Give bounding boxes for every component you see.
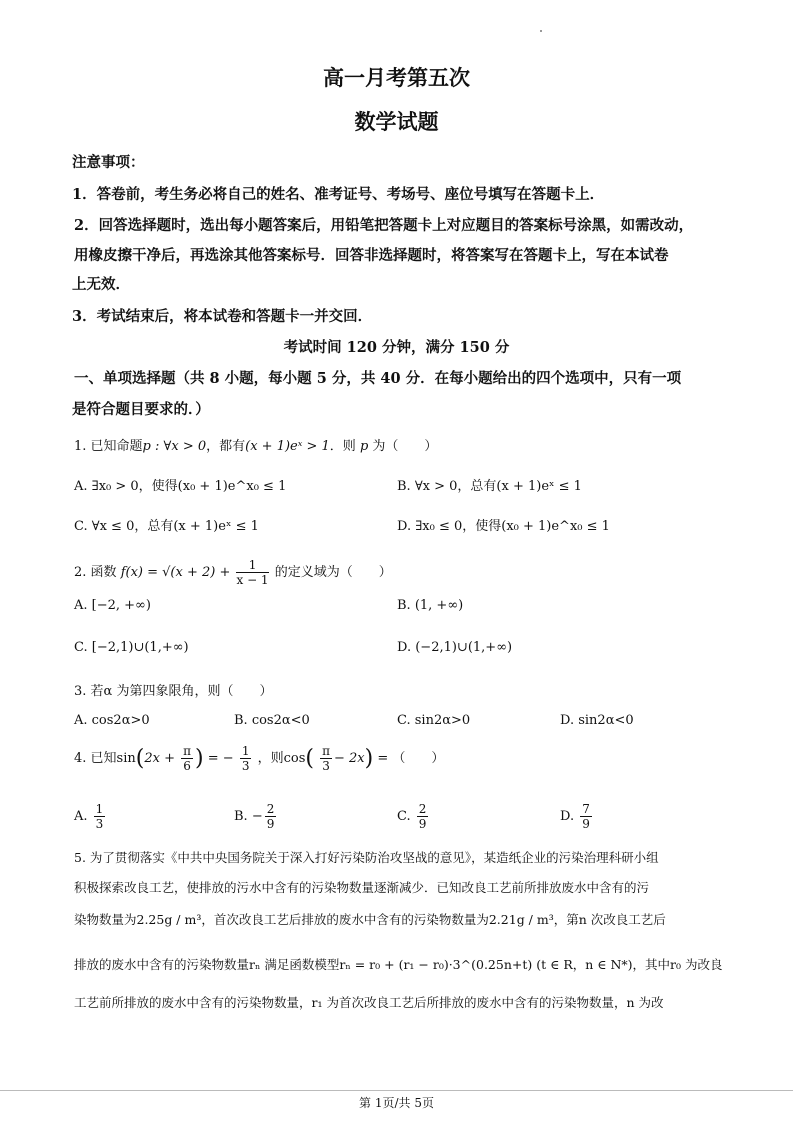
notice-item-1: 1．答卷前，考生务必将自己的姓名、准考证号、考场号、座位号填写在答题卡上． <box>72 186 605 203</box>
question-3-option-b: B. cos2α<0 <box>234 713 310 728</box>
question-5-line-3: 染物数量为2.25g / m³，首次改良工艺后排放的废水中含有的污染物数量为2.21g / m³，第n 次改良工艺后 <box>74 912 666 927</box>
question-4-option-c: C. $\frac{2}{9}$ <box>397 802 427 831</box>
question-2-stem: 2. 函数 f(x) = √(x + 2) + $\frac{1}{x - 1}$ 的定义域为（ ） <box>74 558 392 587</box>
section-1-line-1: 一、单项选择题（共 8 小题，每小题 5 分，共 40 分．在每小题给出的四个选项中，只有一项 <box>74 370 682 387</box>
question-3-option-a: A. cos2α>0 <box>74 713 150 728</box>
question-5-line-1: 5. 为了贯彻落实《中共中央国务院关于深入打好污染防治攻坚战的意见》，某造纸企业的污染治理科研小组 <box>74 850 659 865</box>
question-2-option-d: D. (−2,1)∪(1,+∞) <box>397 640 513 655</box>
question-1-stem: 1. 已知命题p : ∀x > 0，都有(x + 1)eˣ > 1．则 p 为（ ） <box>74 439 438 454</box>
page-number: 第 1页/共 5页 <box>359 1096 434 1110</box>
question-2-option-c: C. [−2,1)∪(1,+∞) <box>74 640 189 655</box>
question-4-stem: 4. 已知sin(2x + $\frac{\pi}{6}$ ) = − $\frac{1}{3}$ ，则cos( $\frac{\pi}{3}$ − 2x) = （ ） <box>74 744 445 773</box>
question-1-option-d: D. ∃x₀ ≤ 0，使得(x₀ + 1)e^x₀ ≤ 1 <box>397 519 610 534</box>
question-3-stem: 3. 若α 为第四象限角，则（ ） <box>74 684 273 699</box>
question-4-option-a: A. $\frac{1}{3}$ <box>74 802 104 831</box>
question-1-option-b: B. ∀x > 0，总有(x + 1)eˣ ≤ 1 <box>397 479 582 494</box>
notice-item-2-line-1: 2．回答选择题时，选出每小题答案后，用铅笔把答题卡上对应题目的答案标号涂黑，如需改动， <box>74 217 694 234</box>
question-5-line-4: 排放的废水中含有的污染物数量rₙ 满足函数模型rₙ = r₀ + (r₁ − r₀)·3^(0.25n+t) (t ∈ R，n ∈ N*)，其中r₀ 为改良 <box>74 957 723 972</box>
question-2-option-b: B. (1, +∞) <box>397 598 464 613</box>
question-4-option-b: B. − $\frac{2}{9}$ <box>234 802 275 831</box>
question-1-option-c: C. ∀x ≤ 0，总有(x + 1)eˣ ≤ 1 <box>74 519 259 534</box>
question-2-fraction: $\frac{1}{x - 1}$ <box>236 558 269 587</box>
notice-heading: 注意事项： <box>72 154 145 171</box>
exam-subtitle: 数学试题 <box>354 109 439 134</box>
question-3-option-d: D. sin2α<0 <box>560 713 634 728</box>
notice-item-2-line-2: 用橡皮擦干净后，再选涂其他答案标号．回答非选择题时，将答案写在答题卡上，写在本试卷 <box>74 247 669 264</box>
question-4-option-d: D. $\frac{7}{9}$ <box>560 802 590 831</box>
question-5-line-2: 积极探索改良工艺，使排放的污水中含有的污染物数量逐渐减少．已知改良工艺前所排放废水中含有的污 <box>74 880 650 895</box>
section-1-line-2: 是符合题目要求的．） <box>72 401 210 418</box>
question-5-line-5: 工艺前所排放的废水中含有的污染物数量，r₁ 为首次改良工艺后所排放的废水中含有的污染物数量，n 为改 <box>74 995 664 1010</box>
question-3-option-c: C. sin2α>0 <box>397 713 471 728</box>
question-1-option-a: A. ∃x₀ > 0，使得(x₀ + 1)e^x₀ ≤ 1 <box>74 479 287 494</box>
exam-title: 高一月考第五次 <box>323 65 470 90</box>
footer-divider <box>0 1090 793 1091</box>
notice-item-3: 3．考试结束后，将本试卷和答题卡一并交回． <box>72 308 373 325</box>
notice-item-2-line-3: 上无效． <box>72 276 130 293</box>
exam-info: 考试时间 120 分钟，满分 150 分 <box>283 339 510 356</box>
scan-dot <box>540 30 542 32</box>
question-2-option-a: A. [−2, +∞) <box>74 598 151 613</box>
